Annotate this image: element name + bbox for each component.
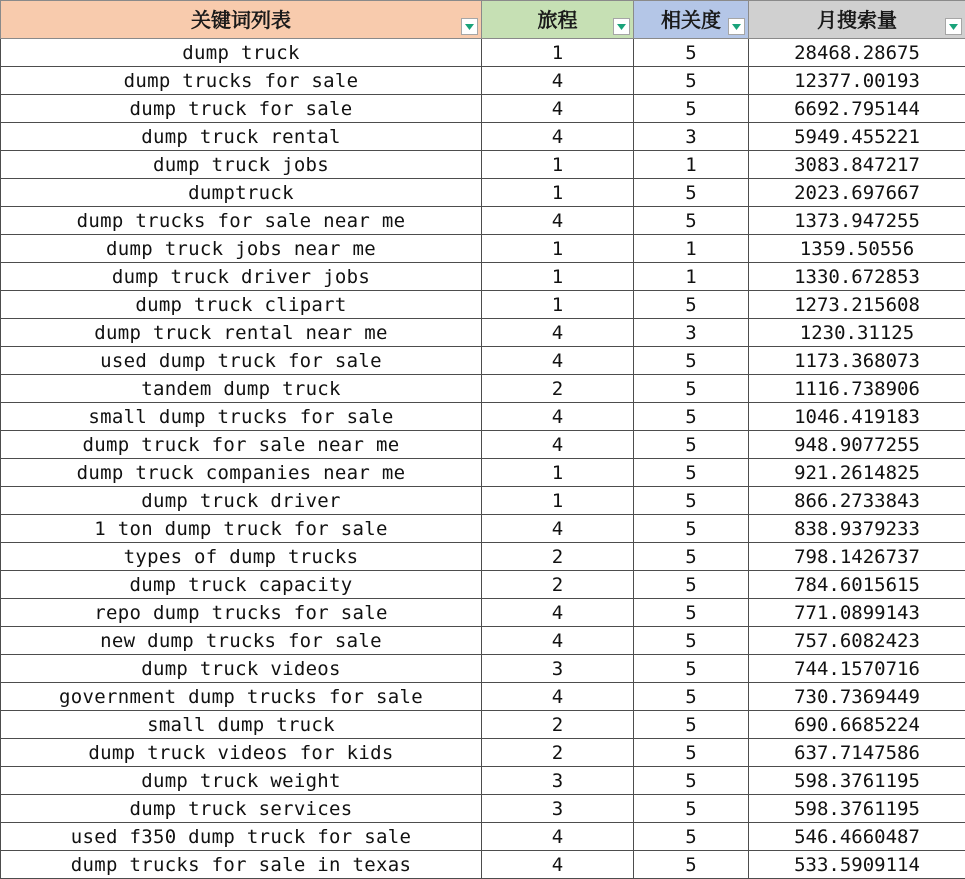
filter-dropdown-icon[interactable] <box>613 18 630 35</box>
monthly-searches-cell[interactable]: 1230.31125 <box>749 319 965 347</box>
keyword-cell[interactable]: 1 ton dump truck for sale <box>1 515 482 543</box>
trip-cell[interactable]: 4 <box>482 95 634 123</box>
table-row <box>1 431 965 459</box>
monthly-searches-cell[interactable]: 1273.215608 <box>749 291 965 319</box>
table-row <box>1 95 965 123</box>
relevance-cell[interactable]: 1 <box>634 263 749 291</box>
keyword-cell[interactable]: dump truck rental near me <box>1 319 482 347</box>
relevance-cell[interactable]: 5 <box>634 403 749 431</box>
relevance-cell[interactable]: 5 <box>634 627 749 655</box>
trip-cell[interactable]: 4 <box>482 683 634 711</box>
column-header-label: 月搜索量 <box>817 8 897 32</box>
trip-cell[interactable]: 4 <box>482 851 634 879</box>
monthly-searches-cell[interactable]: 757.6082423 <box>749 627 965 655</box>
trip-cell[interactable]: 4 <box>482 431 634 459</box>
monthly-searches-cell[interactable]: 730.7369449 <box>749 683 965 711</box>
keyword-cell[interactable]: dump truck for sale near me <box>1 431 482 459</box>
trip-cell[interactable]: 4 <box>482 599 634 627</box>
column-header-label: 相关度 <box>661 8 721 32</box>
trip-cell[interactable]: 1 <box>482 235 634 263</box>
monthly-searches-cell[interactable]: 28468.28675 <box>749 39 965 67</box>
monthly-searches-cell[interactable]: 598.3761195 <box>749 795 965 823</box>
relevance-cell[interactable]: 3 <box>634 123 749 151</box>
table-row <box>1 683 965 711</box>
relevance-cell[interactable]: 5 <box>634 431 749 459</box>
table-row <box>1 235 965 263</box>
relevance-cell[interactable]: 5 <box>634 487 749 515</box>
relevance-cell[interactable]: 5 <box>634 515 749 543</box>
monthly-searches-cell[interactable]: 1173.368073 <box>749 347 965 375</box>
keyword-cell[interactable]: small dump trucks for sale <box>1 403 482 431</box>
trip-cell[interactable]: 3 <box>482 655 634 683</box>
relevance-cell[interactable]: 3 <box>634 319 749 347</box>
relevance-cell[interactable]: 1 <box>634 235 749 263</box>
filter-dropdown-icon[interactable] <box>728 18 745 35</box>
relevance-cell[interactable]: 5 <box>634 347 749 375</box>
keyword-cell[interactable]: dump truck videos for kids <box>1 739 482 767</box>
keyword-cell[interactable]: dump trucks for sale <box>1 67 482 95</box>
table-row <box>1 739 965 767</box>
table-row <box>1 571 965 599</box>
table-row <box>1 375 965 403</box>
table-row <box>1 543 965 571</box>
monthly-searches-cell[interactable]: 12377.00193 <box>749 67 965 95</box>
keyword-cell[interactable]: types of dump trucks <box>1 543 482 571</box>
trip-cell[interactable]: 1 <box>482 263 634 291</box>
table-row <box>1 347 965 375</box>
relevance-cell[interactable]: 5 <box>634 655 749 683</box>
trip-cell[interactable]: 1 <box>482 291 634 319</box>
trip-cell[interactable]: 1 <box>482 459 634 487</box>
monthly-searches-cell[interactable]: 866.2733843 <box>749 487 965 515</box>
table-row <box>1 487 965 515</box>
table-row <box>1 67 965 95</box>
monthly-searches-cell[interactable]: 690.6685224 <box>749 711 965 739</box>
monthly-searches-cell[interactable]: 533.5909114 <box>749 851 965 879</box>
keyword-cell[interactable]: used f350 dump truck for sale <box>1 823 482 851</box>
relevance-cell[interactable]: 5 <box>634 459 749 487</box>
monthly-searches-cell[interactable]: 744.1570716 <box>749 655 965 683</box>
monthly-searches-cell[interactable]: 1359.50556 <box>749 235 965 263</box>
table-row <box>1 123 965 151</box>
relevance-cell[interactable]: 5 <box>634 795 749 823</box>
table-row <box>1 319 965 347</box>
monthly-searches-cell[interactable]: 546.4660487 <box>749 823 965 851</box>
keyword-cell[interactable]: repo dump trucks for sale <box>1 599 482 627</box>
keyword-cell[interactable]: used dump truck for sale <box>1 347 482 375</box>
relevance-cell[interactable]: 5 <box>634 599 749 627</box>
keyword-cell[interactable]: tandem dump truck <box>1 375 482 403</box>
column-header-relevance[interactable] <box>634 1 749 39</box>
table-row <box>1 459 965 487</box>
relevance-cell[interactable]: 5 <box>634 291 749 319</box>
keyword-cell[interactable]: dump truck weight <box>1 767 482 795</box>
column-header-keyword[interactable] <box>1 1 482 39</box>
table-row <box>1 515 965 543</box>
trip-cell[interactable]: 2 <box>482 571 634 599</box>
keyword-cell[interactable]: dump truck capacity <box>1 571 482 599</box>
monthly-searches-cell[interactable]: 838.9379233 <box>749 515 965 543</box>
keyword-cell[interactable]: dump truck jobs <box>1 151 482 179</box>
column-header-label: 旅程 <box>537 8 578 32</box>
monthly-searches-cell[interactable]: 784.6015615 <box>749 571 965 599</box>
relevance-cell[interactable]: 1 <box>634 151 749 179</box>
relevance-cell[interactable]: 5 <box>634 95 749 123</box>
trip-cell[interactable]: 4 <box>482 823 634 851</box>
column-header-monthly-searches[interactable] <box>749 1 965 39</box>
keyword-cell[interactable]: dump truck <box>1 39 482 67</box>
table-row <box>1 599 965 627</box>
relevance-cell[interactable]: 5 <box>634 683 749 711</box>
monthly-searches-cell[interactable]: 598.3761195 <box>749 767 965 795</box>
trip-cell[interactable]: 1 <box>482 487 634 515</box>
table-row <box>1 403 965 431</box>
trip-cell[interactable]: 3 <box>482 795 634 823</box>
relevance-cell[interactable]: 5 <box>634 767 749 795</box>
table-row <box>1 179 965 207</box>
keyword-cell[interactable]: dump trucks for sale in texas <box>1 851 482 879</box>
monthly-searches-cell[interactable]: 637.7147586 <box>749 739 965 767</box>
keyword-cell[interactable]: dump truck rental <box>1 123 482 151</box>
table-body <box>1 39 965 879</box>
table-row <box>1 207 965 235</box>
trip-cell[interactable]: 2 <box>482 375 634 403</box>
relevance-cell[interactable]: 5 <box>634 179 749 207</box>
relevance-cell[interactable]: 5 <box>634 851 749 879</box>
keyword-cell[interactable]: dump truck services <box>1 795 482 823</box>
keyword-cell[interactable]: dump truck for sale <box>1 95 482 123</box>
keyword-cell[interactable]: dump truck driver jobs <box>1 263 482 291</box>
monthly-searches-cell[interactable]: 771.0899143 <box>749 599 965 627</box>
monthly-searches-cell[interactable]: 5949.455221 <box>749 123 965 151</box>
trip-cell[interactable]: 4 <box>482 207 634 235</box>
monthly-searches-cell[interactable]: 1116.738906 <box>749 375 965 403</box>
relevance-cell[interactable]: 5 <box>634 543 749 571</box>
keyword-cell[interactable]: dump truck clipart <box>1 291 482 319</box>
table-row <box>1 263 965 291</box>
table-row <box>1 711 965 739</box>
keyword-cell[interactable]: dump truck videos <box>1 655 482 683</box>
table-row <box>1 39 965 67</box>
filter-dropdown-icon[interactable] <box>945 18 962 35</box>
column-header-label: 关键词列表 <box>191 8 291 32</box>
relevance-cell[interactable]: 5 <box>634 739 749 767</box>
table-row <box>1 795 965 823</box>
trip-cell[interactable]: 1 <box>482 39 634 67</box>
trip-cell[interactable]: 4 <box>482 347 634 375</box>
keyword-cell[interactable]: small dump truck <box>1 711 482 739</box>
keyword-cell[interactable]: dumptruck <box>1 179 482 207</box>
relevance-cell[interactable]: 5 <box>634 375 749 403</box>
trip-cell[interactable]: 3 <box>482 767 634 795</box>
keyword-cell[interactable]: dump trucks for sale near me <box>1 207 482 235</box>
keyword-cell[interactable]: new dump trucks for sale <box>1 627 482 655</box>
trip-cell[interactable]: 4 <box>482 67 634 95</box>
relevance-cell[interactable]: 5 <box>634 207 749 235</box>
trip-cell[interactable]: 4 <box>482 403 634 431</box>
relevance-cell[interactable]: 5 <box>634 571 749 599</box>
trip-cell[interactable]: 2 <box>482 543 634 571</box>
monthly-searches-cell[interactable]: 2023.697667 <box>749 179 965 207</box>
relevance-cell[interactable]: 5 <box>634 711 749 739</box>
monthly-searches-cell[interactable]: 921.2614825 <box>749 459 965 487</box>
monthly-searches-cell[interactable]: 1373.947255 <box>749 207 965 235</box>
keyword-cell[interactable]: dump truck companies near me <box>1 459 482 487</box>
relevance-cell[interactable]: 5 <box>634 39 749 67</box>
table-row <box>1 151 965 179</box>
trip-cell[interactable]: 4 <box>482 627 634 655</box>
trip-cell[interactable]: 2 <box>482 739 634 767</box>
relevance-cell[interactable]: 5 <box>634 67 749 95</box>
table-row <box>1 767 965 795</box>
monthly-searches-cell[interactable]: 1330.672853 <box>749 263 965 291</box>
filter-dropdown-icon[interactable] <box>461 18 478 35</box>
table-row <box>1 291 965 319</box>
keyword-cell[interactable]: government dump trucks for sale <box>1 683 482 711</box>
relevance-cell[interactable]: 5 <box>634 823 749 851</box>
trip-cell[interactable]: 4 <box>482 319 634 347</box>
trip-cell[interactable]: 1 <box>482 179 634 207</box>
trip-cell[interactable]: 4 <box>482 123 634 151</box>
keyword-cell[interactable]: dump truck jobs near me <box>1 235 482 263</box>
monthly-searches-cell[interactable]: 1046.419183 <box>749 403 965 431</box>
table-row <box>1 851 965 879</box>
monthly-searches-cell[interactable]: 3083.847217 <box>749 151 965 179</box>
table-row <box>1 655 965 683</box>
keyword-cell[interactable]: dump truck driver <box>1 487 482 515</box>
column-header-trip[interactable] <box>482 1 634 39</box>
table-row <box>1 627 965 655</box>
monthly-searches-cell[interactable]: 6692.795144 <box>749 95 965 123</box>
trip-cell[interactable]: 2 <box>482 711 634 739</box>
monthly-searches-cell[interactable]: 798.1426737 <box>749 543 965 571</box>
table-row <box>1 823 965 851</box>
trip-cell[interactable]: 4 <box>482 515 634 543</box>
header-row <box>1 1 965 39</box>
trip-cell[interactable]: 1 <box>482 151 634 179</box>
monthly-searches-cell[interactable]: 948.9077255 <box>749 431 965 459</box>
